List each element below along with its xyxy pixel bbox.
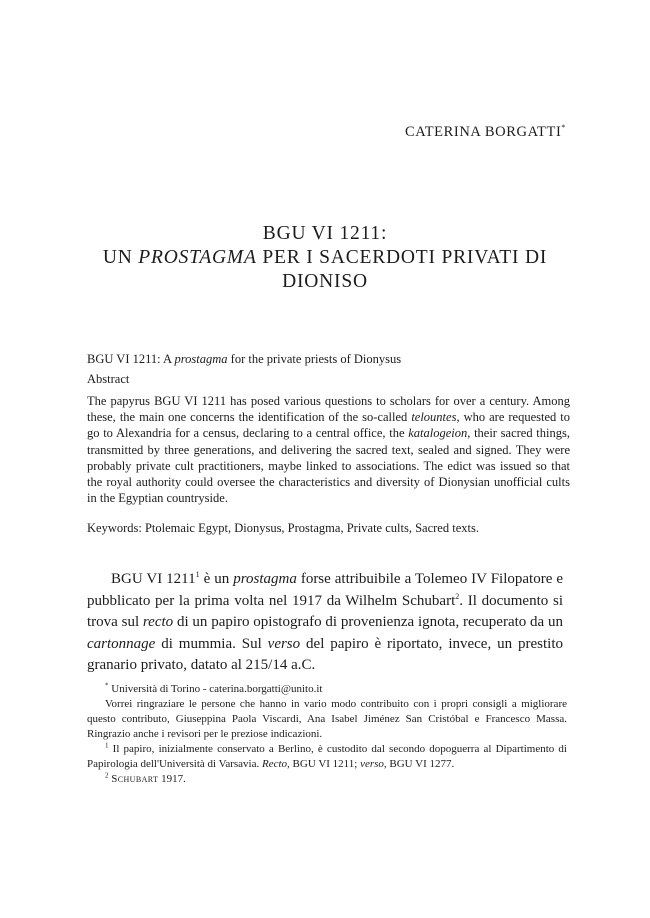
footnote-ref-1: 1 [195, 570, 200, 579]
body-paragraph: BGU VI 1211$^1$ è un prostagma forse attribuibile a Tolemeo IV Filopatore e pubblicato per la prima volta nel 1917 da Wilhelm Schubart$^2$. Il documento si trova sul recto di un papiro opistografo di provenienza ignota, recuperato da un cartonnage di mummia. Sul verso del papiro è riportato, invece, un prestito granario privato, datato al 215/14 a.C. [87, 570, 563, 673]
footnote-acknowledgements: Vorrei ringraziare le persone che hanno in vario modo contribuito con i propri consigli a migliorare questo contributo, Giuseppina Paola Viscardi, Ana Isabel Jiménez San Cristóbal e Francesco Massa. Ringrazio anche i revisori per le preziose indicazioni. [87, 698, 567, 740]
footnote-ref-2: 2 [455, 591, 460, 601]
footnotes [87, 682, 567, 787]
abstract-label: Abstract [87, 372, 130, 386]
footnote-1: $^1$ Il papiro, inizialmente conservato a Berlino, è custodito dal secondo dopoguerra al Dipartimento di Papirologia dell'Università di Varsavia. Recto, BGU VI 1211; verso, BGU VI 1277. [87, 741, 567, 770]
title-line-3: DIONISO [282, 271, 368, 292]
author-name: CATERINA BORGATTI* [404, 123, 566, 140]
english-title: BGU VI 1211: A prostagma for the private priests of Dionysus [87, 352, 402, 366]
keywords: Keywords: Ptolemaic Egypt, Dionysus, Prostagma, Private cults, Sacred texts. [87, 521, 479, 535]
abstract-text: The papyrus BGU VI 1211 has posed various questions to scholars for over a century. Among these, the main one concerns the identification of the so-called telountes, who are requested to go to Alexandria for a census, declaring to a central office, the katalogeion, their sacred things, transmitted by three generations, and delivering the sacred text, sealed and signed. They were probably private cult practitioners, maybe linked to associations. The edict was issued so that the royal authority could oversee the characteristics and diversity of Dionysian unofficial cults in the Egyptian countryside. [87, 394, 570, 506]
author-footnote-mark: * [561, 123, 566, 132]
footnote-2: $^2$ Schubart 1917. [105, 771, 186, 785]
article-title [60, 222, 590, 294]
title-line-2: UN PROSTAGMA PER I SACERDOTI PRIVATI DI [102, 247, 548, 268]
footnote-affiliation: * Università di Torino - caterina.borgatti@unito.it [105, 681, 323, 695]
title-line-1: BGU VI 1211: [262, 223, 388, 244]
